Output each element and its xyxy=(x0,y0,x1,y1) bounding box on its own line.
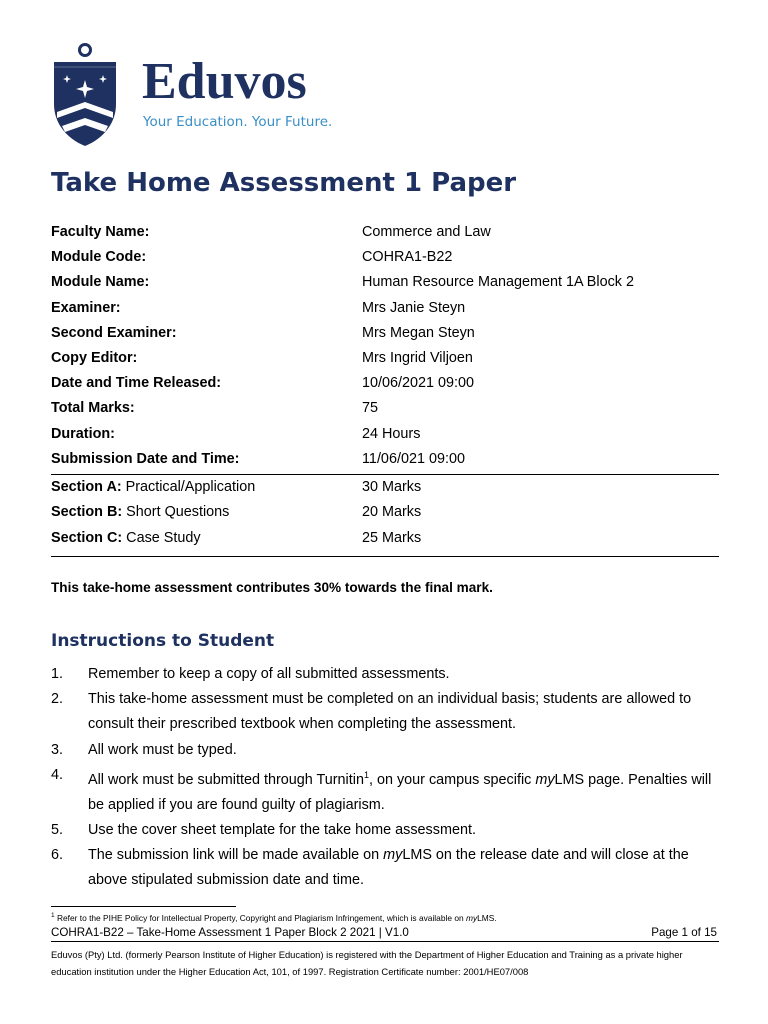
instruction-text: All work must be submitted through Turnitin$^1$, on your campus specific myLMS page. Penalties will be applied if you are found guilty of plagiarism. xyxy=(88,769,712,813)
info-value: COHRA1-B22 xyxy=(362,249,453,266)
info-value: Mrs Janie Steyn xyxy=(362,299,466,316)
section-row-c xyxy=(51,526,719,552)
brand-name: Eduvos xyxy=(142,53,307,110)
info-value: Mrs Ingrid Viljoen xyxy=(362,349,473,366)
legal-notice: Eduvos (Pty) Ltd. (formerly Pearson Institute of Higher Education) is registered with the Department of Higher Education and Training as a private higher education institution under the Higher Education Act, 101, of 1997. Registration Certificate number: 2001/HE07/008 xyxy=(51,949,683,977)
instruction-text: All work must be typed. xyxy=(88,741,237,758)
section-label: Section C: xyxy=(51,529,123,546)
section-marks: 20 Marks xyxy=(362,504,422,521)
info-row-module-code xyxy=(51,245,719,270)
info-value: 10/06/2021 09:00 xyxy=(362,375,475,392)
instruction-number: 6. xyxy=(51,847,64,864)
instruction-text: Use the cover sheet template for the take home assessment. xyxy=(88,822,476,839)
info-label: Duration: xyxy=(51,425,115,442)
page-number: Page 1 of 15 xyxy=(651,926,717,939)
instruction-number: 1. xyxy=(51,666,64,682)
instruction-text: This take-home assessment must be completed on an individual basis; students are allowed to consult their prescribed textbook when completing the assessment. xyxy=(88,691,692,733)
instruction-number: 3. xyxy=(51,741,64,758)
eduvos-shield-logo xyxy=(52,42,120,153)
footnote: $^1$ Refer to the PIHE Policy for Intellectual Property, Copyright and Plagiarism Infringement, which is available on myLMS. xyxy=(51,912,497,923)
instruction-text: The submission link will be made available on myLMS on the release date and will close at the above stipulated submission date and time. xyxy=(88,847,689,889)
instruction-number: 4. xyxy=(51,766,64,783)
sections-list xyxy=(51,475,719,552)
info-row-second-examiner xyxy=(51,321,719,346)
info-value: Commerce and Law xyxy=(362,224,491,240)
info-value: 11/06/021 09:00 xyxy=(362,450,465,467)
info-label: Submission Date and Time: xyxy=(51,450,240,467)
instruction-number: 5. xyxy=(51,822,64,839)
info-row-total-marks xyxy=(51,396,719,421)
instruction-item xyxy=(51,738,719,763)
contribution-note: This take-home assessment contributes 30% towards the final mark. xyxy=(51,580,493,595)
instruction-item xyxy=(51,763,719,818)
info-row-copy-editor xyxy=(51,346,719,371)
table-bottom-divider xyxy=(51,556,719,557)
instruction-text: Remember to keep a copy of all submitted assessments. xyxy=(88,666,450,682)
section-name: Short Questions xyxy=(122,504,230,521)
info-value: Mrs Megan Steyn xyxy=(362,324,475,341)
instruction-item xyxy=(51,687,719,737)
info-row-module-name xyxy=(51,270,719,295)
info-label: Date and Time Released: xyxy=(51,375,222,392)
info-row-examiner xyxy=(51,296,719,321)
section-label: Section B: xyxy=(51,504,123,521)
info-row-submission xyxy=(51,447,719,472)
instruction-item xyxy=(51,662,719,687)
page-footer xyxy=(51,926,719,942)
footnote-divider xyxy=(51,906,236,907)
assessment-info-table xyxy=(51,220,719,557)
info-label: Faculty Name: xyxy=(51,224,150,240)
section-name: Practical/Application xyxy=(121,478,256,495)
instructions-list xyxy=(51,662,719,894)
info-label: Module Name: xyxy=(51,274,150,291)
section-row-b xyxy=(51,500,719,526)
footnote-ref[interactable]: 1 xyxy=(363,769,369,780)
brand-tagline: Your Education. Your Future. xyxy=(143,114,333,130)
shield-icon xyxy=(52,42,120,148)
info-value: 75 xyxy=(362,400,379,417)
footer-document-id: COHRA1-B22 – Take-Home Assessment 1 Paper Block 2 2021 | V1.0 xyxy=(51,926,409,939)
section-label: Section A: xyxy=(51,478,122,495)
instruction-number: 2. xyxy=(51,691,64,708)
info-row-faculty xyxy=(51,220,719,245)
info-label: Total Marks: xyxy=(51,400,135,417)
instructions-heading: Instructions to Student xyxy=(51,631,275,651)
section-row-a xyxy=(51,475,719,501)
instruction-item xyxy=(51,818,719,843)
section-name: Case Study xyxy=(122,529,201,546)
info-value: Human Resource Management 1A Block 2 xyxy=(362,274,634,291)
info-label: Copy Editor: xyxy=(51,349,138,366)
section-marks: 25 Marks xyxy=(362,529,422,546)
page-title: Take Home Assessment 1 Paper xyxy=(51,168,517,198)
info-row-date-released xyxy=(51,371,719,396)
info-label: Second Examiner: xyxy=(51,324,177,341)
info-label: Module Code: xyxy=(51,249,147,266)
info-value: 24 Hours xyxy=(362,425,421,442)
info-label: Examiner: xyxy=(51,299,121,316)
instruction-item xyxy=(51,843,719,893)
info-row-duration xyxy=(51,422,719,447)
section-marks: 30 Marks xyxy=(362,478,422,495)
